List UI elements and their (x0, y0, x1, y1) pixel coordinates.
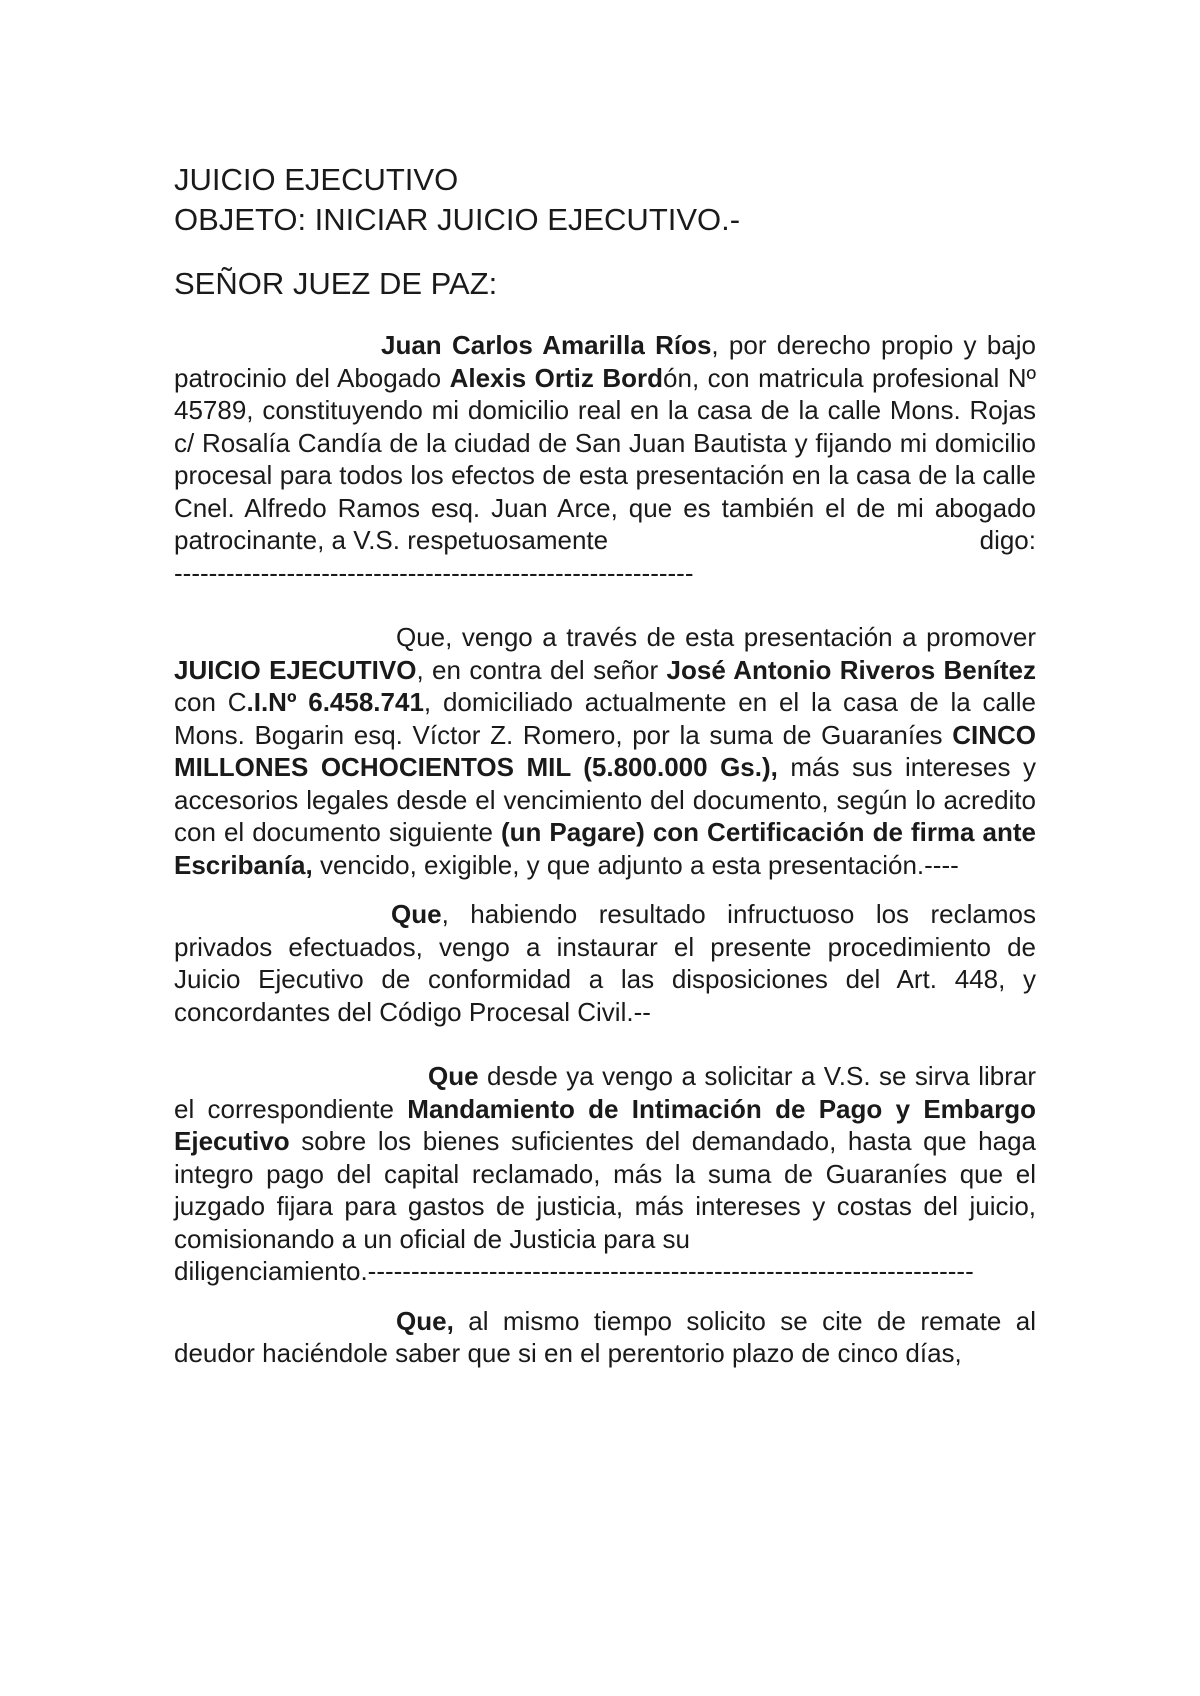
defendant-id: .I.Nº 6.458.741 (246, 687, 424, 717)
paragraph-1-digo: digo: (979, 525, 1036, 555)
paragraph-4: Que desde ya vengo a solicitar a V.S. se sirva librar el correspondiente Mandamiento de Intimación de Pago y Embargo Ejecutivo sobre los bienes suficientes del demandado, hasta que haga integro pago del capital reclamado, más la suma de Guaraníes que el juzgado fijara para gastos de justicia, más intereses y costas del juicio, comisionando a un oficial de Justicia para su (174, 1061, 1037, 1254)
paragraph-1 (174, 329, 1036, 557)
document-body (174, 160, 1036, 1370)
paragraph-4-closing: diligenciamiento.---------------------------------------------------------------------- (174, 1256, 974, 1286)
mandamiento: Mandamiento de Intimación de Pago y Embargo Ejecutivo (174, 1093, 1037, 1156)
paragraph-3: Que, habiendo resultado infructuoso los reclamos privados efectuados, vengo a instaurar el presente procedimiento de Juicio Ejecutivo de conformidad a las disposiciones del Art. 448, y concordantes del Código Procesal Civil.-- (174, 899, 1036, 1027)
paragraph-1-text-b: ón, con matricula profesional Nº 45789, constituyendo mi domicilio real en la casa de la calle Mons. Rojas c/ Rosalía Candía de la ciudad de San Juan Bautista y fijando mi domicilio procesal para todos los efectos de esta presentación en la casa de la calle Cnel. Alfredo Ramos esq. Juan Arce, que es también el de mi abogado patrocinante, a V.S. respetuosamente (174, 362, 1036, 555)
plaintiff-name: Juan Carlos Amarilla Ríos (381, 330, 712, 360)
paragraph-5: Que, al mismo tiempo solicito se cite de remate al deudor haciéndole saber que si en el perentorio plazo de cinco días, (174, 1305, 1036, 1368)
paragraph-2: Que, vengo a través de esta presentación a promover JUICIO EJECUTIVO, en contra del señor José Antonio Riveros Benítez con C.I.Nº 6.458.741, domiciliado actualmente en el la casa de la calle Mons. Bogarin esq. Víctor Z. Romero, por la suma de Guaraníes CINCO MILLONES OCHOCIENTOS MIL (5.800.000 Gs.), más sus intereses y accesorios legales desde el vencimiento del documento, según lo acredito con el documento siguiente (un Pagare) con Certificación de firma ante Escribanía, vencido, exigible, y que adjunto a esta presentación.---- (174, 622, 1036, 880)
paragraph-1-text-a: , por derecho propio y bajo patrocinio del Abogado (174, 330, 1036, 393)
claim-amount: CINCO MILLONES OCHOCIENTOS MIL (5.800.000 Gs.), (174, 719, 1036, 782)
addressee: SEÑOR JUEZ DE PAZ: (174, 266, 498, 301)
defendant-name: José Antonio Riveros Benítez (666, 654, 1036, 685)
document-title: JUICIO EJECUTIVO (174, 162, 459, 197)
document-object: OBJETO: INICIAR JUICIO EJECUTIVO.- (174, 202, 741, 237)
lawyer-name: Alexis Ortiz Bord (449, 362, 664, 393)
separator-dashes: ------------------------------------------------------------ (174, 557, 694, 588)
